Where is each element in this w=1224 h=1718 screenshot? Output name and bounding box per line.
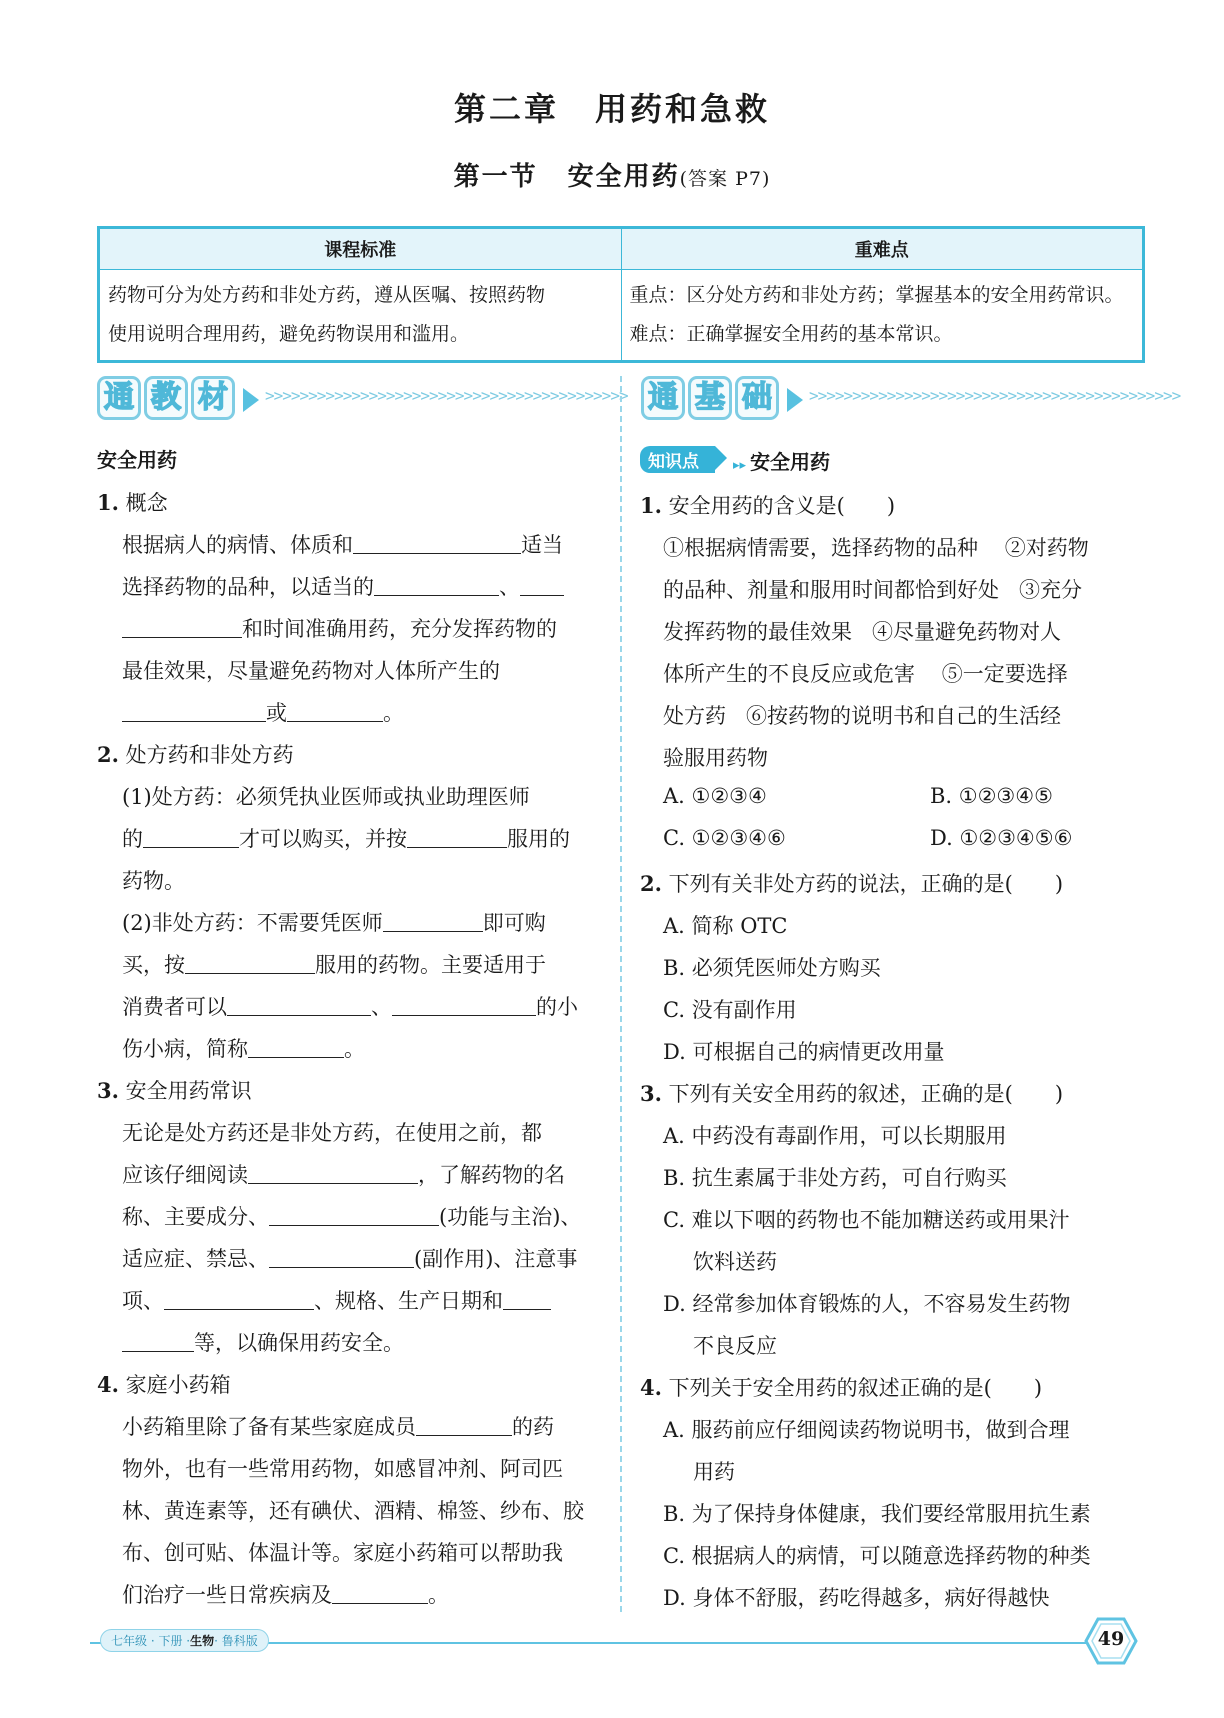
blank[interactable] — [269, 1204, 439, 1226]
statement: ②对药物 — [1004, 536, 1089, 560]
banner-char: 通 — [641, 376, 685, 420]
fill-line — [122, 1033, 365, 1063]
blank[interactable] — [248, 1036, 344, 1058]
option-c[interactable]: C. ①②③④⑥ — [663, 826, 786, 850]
blank[interactable] — [383, 910, 483, 932]
text: 、 — [499, 575, 520, 599]
statement-line — [663, 700, 1061, 730]
statement: 体所产生的不良反应或危害 — [663, 662, 915, 686]
knowledge-point-badge: 知识点 — [640, 446, 715, 473]
text-line: 布、创可贴、体温计等。家庭小药箱可以帮助我 — [122, 1541, 563, 1565]
fill-line — [122, 613, 557, 643]
blank[interactable] — [164, 1288, 314, 1310]
standards-table — [97, 226, 1145, 363]
text-line: 药物。 — [122, 869, 185, 893]
statement: ①根据病情需要，选择药物的品种 — [663, 536, 978, 560]
footer-grade: 七年级 · 下册 · — [111, 1634, 191, 1648]
blank[interactable] — [520, 574, 564, 596]
blank[interactable] — [416, 1414, 512, 1436]
standards-line: 药物可分为处方药和非处方药，遵从医嘱、按照药物 — [108, 284, 546, 306]
option-b[interactable]: B. ①②③④⑤ — [930, 784, 1053, 808]
option-d[interactable]: D. 经常参加体育锻炼的人，不容易发生药物 — [663, 1292, 1071, 1316]
text: 和时间准确用药，充分发挥药物的 — [242, 617, 557, 641]
footer-subject: 生物 — [190, 1634, 215, 1648]
statement: ③充分 — [1019, 578, 1083, 602]
question-number: 3. — [640, 1081, 662, 1106]
point-number: 3. — [97, 1078, 119, 1103]
text: 根据病人的病情、体质和 — [122, 533, 353, 557]
table-cell-key-points — [621, 270, 1144, 362]
option-a[interactable]: A. 中药没有毒副作用，可以长期服用 — [663, 1124, 1007, 1148]
text: 选择药物的品种，以适当的 — [122, 575, 374, 599]
blank[interactable] — [392, 994, 536, 1016]
section-title — [0, 156, 1224, 193]
text: 服用的药物。主要适用于 — [315, 953, 546, 977]
statement: 发挥药物的最佳效果 — [663, 620, 852, 644]
text: 。 — [383, 701, 404, 725]
text-line: (1)处方药：必须凭执业医师或执业助理医师 — [122, 785, 530, 809]
difficulty-line: 难点：正确掌握安全用药的基本常识。 — [629, 323, 953, 345]
text-line: 无论是处方药还是非处方药，在使用之前，都 — [122, 1121, 542, 1145]
text: 服用的 — [507, 827, 570, 851]
fill-line — [122, 1411, 554, 1441]
basics-banner — [641, 376, 1181, 426]
chapter-title — [0, 84, 1224, 130]
left-heading: 安全用药 — [97, 448, 177, 472]
blank[interactable] — [332, 1582, 428, 1604]
option-d[interactable]: D. ①②③④⑤⑥ — [930, 826, 1073, 850]
text: 的小 — [536, 995, 578, 1019]
text: (功能与主治)、 — [439, 1205, 582, 1229]
textbook-banner — [97, 376, 628, 426]
banner-chevrons-icon: >>>>>>>>>>>>>>>>>>>>>>>>>>>>>>>>>>>>>>>>>> — [265, 386, 628, 405]
option-c-continued: 饮料送药 — [693, 1250, 777, 1274]
text: (2)非处方药：不需要凭医师 — [122, 911, 383, 935]
point-3-title — [97, 1075, 252, 1105]
text: 伤小病，简称 — [122, 1037, 248, 1061]
point-1-title — [97, 487, 168, 517]
question-text: 下列有关非处方药的说法，正确的是( ) — [668, 872, 1064, 896]
statement-line — [663, 532, 1145, 562]
fill-line — [122, 1285, 551, 1315]
point-title: 安全用药常识 — [125, 1079, 252, 1103]
text: 。 — [428, 1583, 449, 1607]
text: ，了解药物的名 — [418, 1163, 565, 1187]
option-b[interactable]: B. 抗生素属于非处方药，可自行购买 — [663, 1166, 1007, 1190]
question-number: 2. — [640, 871, 662, 896]
banner-char: 教 — [144, 376, 188, 420]
text: 、规格、生产日期和 — [314, 1289, 503, 1313]
fill-line — [122, 1243, 577, 1273]
text: 等，以确保用药安全。 — [194, 1331, 404, 1355]
footer-edition: · 鲁科版 — [214, 1634, 258, 1648]
banner-chevrons-icon: >>>>>>>>>>>>>>>>>>>>>>>>>>>>>>>>>>>>>>>>>>> — [809, 386, 1181, 405]
question-4-stem — [640, 1372, 1042, 1402]
fill-line — [122, 907, 546, 937]
section-name: 安全用药 — [567, 162, 680, 192]
banner-char: 材 — [191, 376, 235, 420]
fill-line — [122, 823, 570, 853]
double-arrow-icon: ▸▸ — [733, 458, 747, 473]
statement: 处方药 — [663, 704, 726, 728]
point-2-title — [97, 739, 294, 769]
blank[interactable] — [122, 616, 242, 638]
question-text: 安全用药的含义是( ) — [668, 494, 896, 518]
question-2-stem — [640, 868, 1063, 898]
fill-line — [122, 1159, 565, 1189]
blank[interactable] — [407, 826, 507, 848]
section-label: 第一节 — [453, 162, 538, 192]
footer-book-label — [100, 1629, 269, 1652]
answer-reference: (答案 P7) — [679, 168, 771, 190]
standards-line: 使用说明合理用药，避免药物误用和滥用。 — [108, 323, 470, 345]
option-c[interactable]: C. 没有副作用 — [663, 998, 797, 1022]
fill-line — [122, 571, 564, 601]
text: 或 — [266, 701, 287, 725]
blank[interactable] — [353, 532, 521, 554]
text-line: 最佳效果，尽量避免药物对人体所产生的 — [122, 659, 500, 683]
fill-line — [122, 1201, 581, 1231]
text: 称、主要成分、 — [122, 1205, 269, 1229]
page-number: 49 — [1097, 1628, 1125, 1650]
option-a-continued: 用药 — [693, 1460, 735, 1484]
text: 项、 — [122, 1289, 164, 1313]
question-number: 4. — [640, 1375, 662, 1400]
option-c[interactable]: C. 难以下咽的药物也不能加糖送药或用果汁 — [663, 1208, 1070, 1232]
question-number: 1. — [640, 493, 662, 518]
option-a[interactable]: A. ①②③④ — [663, 784, 767, 808]
blank[interactable] — [227, 994, 371, 1016]
fill-line — [122, 949, 546, 979]
option-d[interactable]: D. 身体不舒服，药吃得越多，病好得越快 — [663, 1586, 1050, 1610]
question-1-stem — [640, 490, 895, 520]
table-header-standards: 课程标准 — [99, 228, 622, 270]
text-line: 林、黄连素等，还有碘伏、酒精、棉签、纱布、胶 — [122, 1499, 584, 1523]
banner-char: 通 — [97, 376, 141, 420]
fill-line — [122, 697, 404, 727]
text: 们治疗一些日常疾病及 — [122, 1583, 332, 1607]
key-point-line: 重点：区分处方药和非处方药；掌握基本的安全用药常识。 — [629, 284, 1124, 306]
knowledge-point-header — [640, 446, 830, 475]
blank[interactable] — [503, 1288, 551, 1310]
text: 应该仔细阅读 — [122, 1163, 248, 1187]
text-line: 物外，也有一些常用药物，如感冒冲剂、阿司匹 — [122, 1457, 563, 1481]
statement-line — [663, 616, 1061, 646]
chapter-label: 第二章 — [453, 90, 559, 128]
text: (副作用)、注意事 — [414, 1247, 578, 1271]
blank[interactable] — [287, 700, 383, 722]
option-a[interactable]: A. 简称 OTC — [663, 914, 788, 938]
text: 买，按 — [122, 953, 185, 977]
banner-char: 基 — [688, 376, 732, 420]
fill-line — [122, 1327, 404, 1357]
text: 。 — [344, 1037, 365, 1061]
question-text: 下列有关安全用药的叙述，正确的是( ) — [668, 1082, 1064, 1106]
option-b[interactable]: B. 为了保持身体健康，我们要经常服用抗生素 — [663, 1502, 1091, 1526]
statement-line — [663, 658, 1068, 688]
knowledge-point-title: 安全用药 — [750, 450, 831, 474]
blank[interactable] — [122, 1330, 194, 1352]
fill-line — [122, 529, 563, 559]
fill-line — [122, 1579, 449, 1609]
option-a[interactable]: A. 服药前应仔细阅读药物说明书，做到合理 — [663, 1418, 1070, 1442]
text: 小药箱里除了备有某些家庭成员 — [122, 1415, 416, 1439]
blank[interactable] — [269, 1246, 414, 1268]
statement: ⑤一定要选择 — [941, 662, 1068, 686]
chapter-name: 用药和急救 — [595, 90, 771, 128]
text: 即可购 — [482, 911, 546, 935]
question-text: 下列关于安全用药的叙述正确的是( ) — [668, 1376, 1043, 1400]
point-title: 家庭小药箱 — [125, 1373, 231, 1397]
text: 、 — [371, 995, 392, 1019]
point-number: 1. — [97, 490, 119, 515]
blank[interactable] — [374, 574, 499, 596]
point-number: 2. — [97, 742, 119, 767]
table-cell-standards — [99, 270, 622, 362]
option-d-continued: 不良反应 — [693, 1334, 777, 1358]
point-title: 处方药和非处方药 — [125, 743, 294, 767]
statement-line — [663, 574, 1082, 604]
text: 的药 — [512, 1415, 554, 1439]
fill-line — [122, 991, 578, 1021]
banner-arrow-icon — [243, 388, 259, 412]
option-b[interactable]: B. 必须凭医师处方购买 — [663, 956, 881, 980]
blank[interactable] — [122, 700, 266, 722]
option-c[interactable]: C. 根据病人的病情，可以随意选择药物的种类 — [663, 1544, 1091, 1568]
text: 才可以购买，并按 — [239, 827, 407, 851]
text: 适应症、禁忌、 — [122, 1247, 269, 1271]
text: 适当 — [521, 533, 563, 557]
blank[interactable] — [248, 1162, 418, 1184]
statement-line: 验服用药物 — [663, 746, 768, 770]
option-d[interactable]: D. 可根据自己的病情更改用量 — [663, 1040, 945, 1064]
column-divider — [620, 376, 622, 1612]
blank[interactable] — [185, 952, 315, 974]
statement: ⑥按药物的说明书和自己的生活经 — [746, 704, 1062, 728]
text: 消费者可以 — [122, 995, 227, 1019]
text: 的 — [122, 827, 143, 851]
table-header-key-points: 重难点 — [621, 228, 1144, 270]
point-4-title — [97, 1369, 231, 1399]
point-title: 概念 — [125, 491, 168, 515]
point-number: 4. — [97, 1372, 119, 1397]
banner-arrow-icon — [787, 388, 803, 412]
statement: 的品种、剂量和服用时间都恰到好处 — [663, 578, 999, 602]
blank[interactable] — [143, 826, 239, 848]
statement: ④尽量避免药物对人 — [872, 620, 1062, 644]
banner-char: 础 — [735, 376, 779, 420]
question-3-stem — [640, 1078, 1063, 1108]
